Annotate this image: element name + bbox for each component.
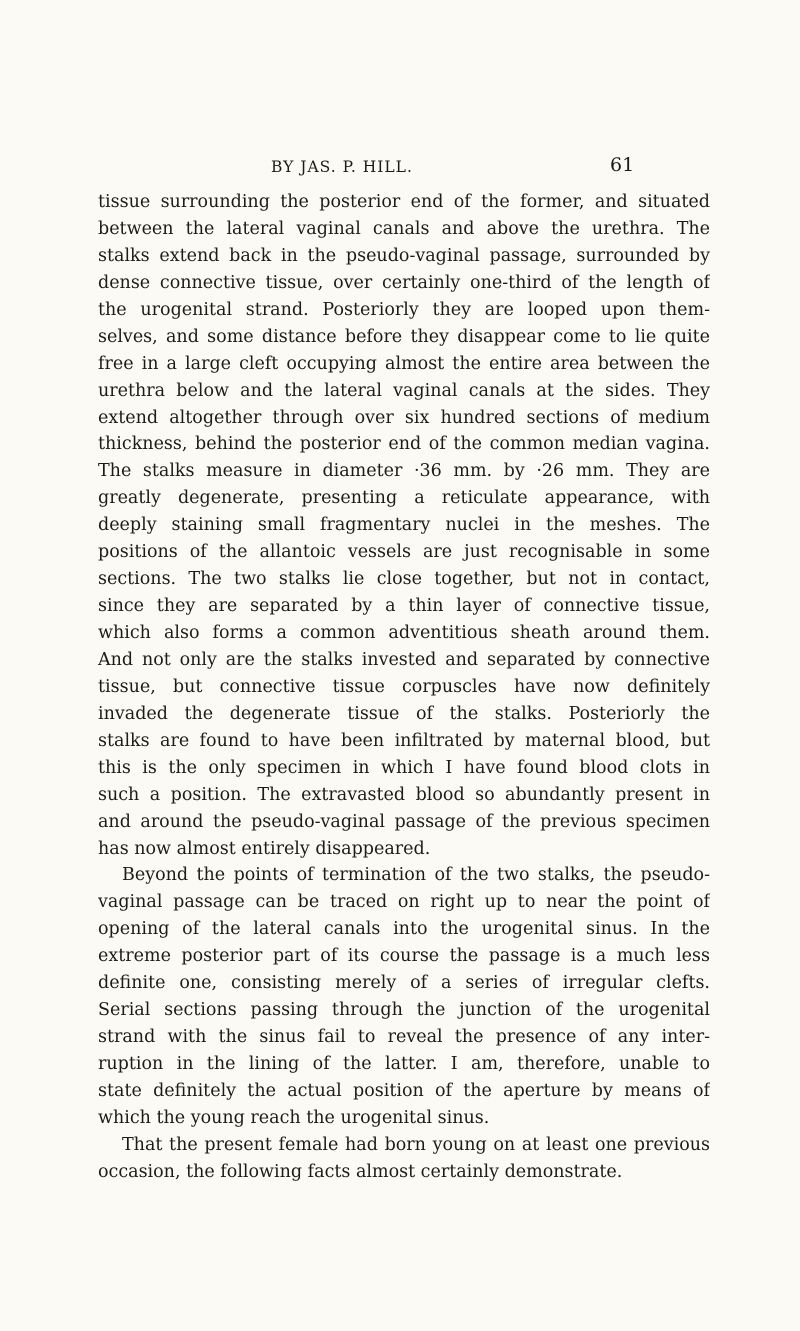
text-line: state definitely the actual position of the aperture by means of bbox=[98, 1080, 710, 1101]
page-number: 61 bbox=[610, 154, 635, 176]
running-head bbox=[0, 154, 800, 182]
text-line: between the lateral vaginal canals and above the urethra. The bbox=[98, 218, 710, 239]
text-line: free in a large cleft occupying almost the entire area between the bbox=[98, 353, 710, 374]
text-line: strand with the sinus fail to reveal the presence of any inter- bbox=[98, 1027, 710, 1048]
text-line: invaded the degenerate tissue of the stalks. Posteriorly the bbox=[98, 703, 710, 724]
text-line: deeply staining small fragmentary nuclei in the meshes. The bbox=[98, 515, 710, 536]
text-line: the urogenital strand. Posteriorly they are looped upon them- bbox=[98, 299, 710, 320]
text-line: stalks extend back in the pseudo-vaginal passage, surrounded by bbox=[98, 245, 710, 266]
text-line: thickness, behind the posterior end of the common median vagina. bbox=[98, 434, 710, 455]
text-line: definite one, consisting merely of a series of irregular clefts. bbox=[98, 973, 710, 994]
text-line: And not only are the stalks invested and separated by connective bbox=[98, 649, 710, 670]
text-line: extend altogether through over six hundred sections of medium bbox=[98, 407, 710, 428]
text-line: tissue surrounding the posterior end of the former, and situated bbox=[98, 192, 710, 212]
text-line: such a position. The extravasted blood so abundantly present in bbox=[98, 784, 710, 805]
text-line: vaginal passage can be traced on right up to near the point of bbox=[98, 892, 710, 913]
text-line: sections. The two stalks lie close together, but not in contact, bbox=[98, 569, 710, 590]
body-text bbox=[98, 189, 710, 1186]
text-line: this is the only specimen in which I have found blood clots in bbox=[98, 757, 710, 778]
text-line: selves, and some distance before they disappear come to lie quite bbox=[98, 326, 710, 347]
text-line: Beyond the points of termination of the two stalks, the pseudo- bbox=[122, 865, 710, 886]
text-line: and around the pseudo-vaginal passage of the previous specimen bbox=[98, 811, 710, 832]
running-title: BY JAS. P. HILL. bbox=[271, 158, 413, 176]
text-line: which the young reach the urogenital sinus. bbox=[98, 1107, 490, 1128]
text-line: The stalks measure in diameter ·36 mm. by ·26 mm. They are bbox=[98, 461, 710, 482]
text-line: That the present female had born young on at least one previous bbox=[122, 1134, 710, 1155]
text-line: positions of the allantoic vessels are just recognisable in some bbox=[98, 542, 710, 563]
text-line: stalks are found to have been infiltrated by maternal blood, but bbox=[98, 730, 710, 751]
text-line: tissue, but connective tissue corpuscles have now definitely bbox=[98, 676, 710, 697]
text-line: greatly degenerate, presenting a reticulate appearance, with bbox=[98, 488, 710, 509]
text-line: Serial sections passing through the junction of the urogenital bbox=[98, 1000, 710, 1021]
text-line: dense connective tissue, over certainly one-third of the length of bbox=[98, 272, 710, 293]
text-line: which also forms a common adventitious sheath around them. bbox=[98, 623, 710, 643]
text-line: occasion, the following facts almost certainly demonstrate. bbox=[98, 1161, 623, 1182]
text-line: since they are separated by a thin layer of connective tissue, bbox=[98, 596, 710, 617]
text-line: opening of the lateral canals into the urogenital sinus. In the bbox=[98, 919, 710, 940]
text-line: ruption in the lining of the latter. I am, therefore, unable to bbox=[98, 1054, 710, 1074]
text-line: extreme posterior part of its course the passage is a much less bbox=[98, 946, 710, 967]
text-line: urethra below and the lateral vaginal canals at the sides. They bbox=[98, 380, 710, 401]
text-line: has now almost entirely disappeared. bbox=[98, 838, 431, 859]
